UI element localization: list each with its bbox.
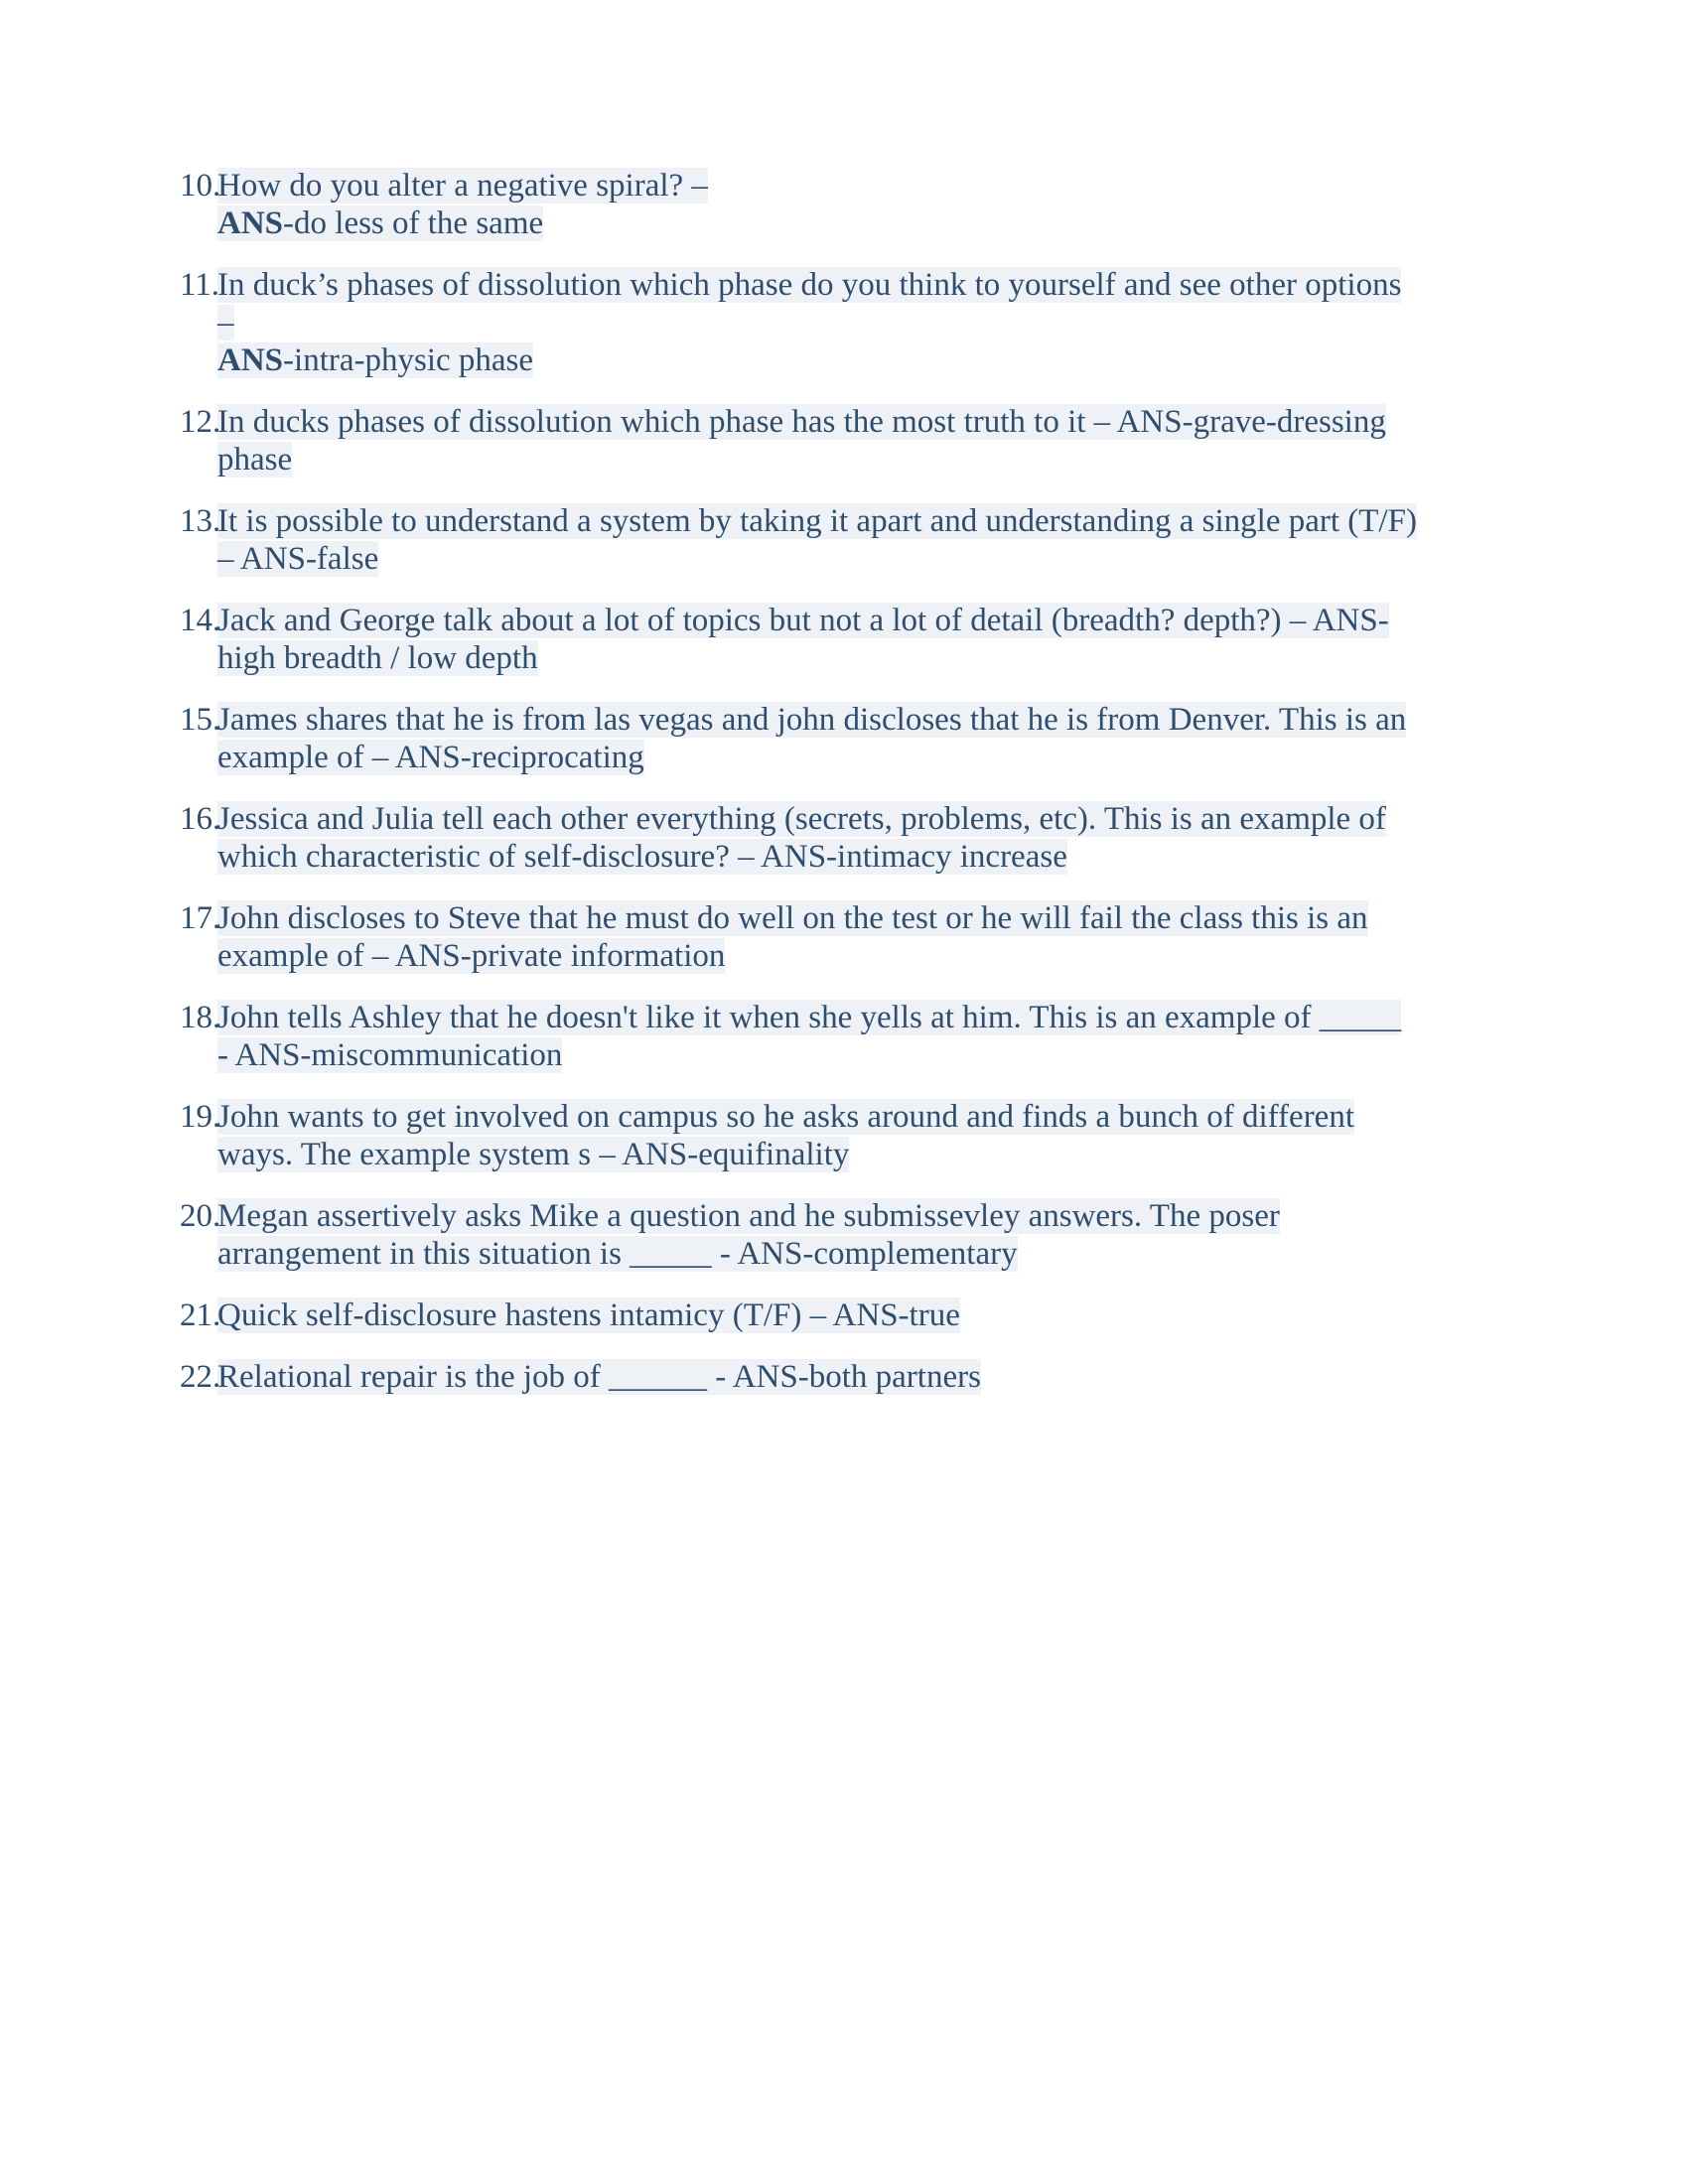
question-item [180, 1098, 1419, 1173]
question-text [217, 1198, 1280, 1272]
question-item [180, 266, 1419, 379]
question-segment: John tells Ashley that he doesn't like it when she yells at him. This is an example of _____ - ANS-miscommunication [217, 1000, 1402, 1073]
question-segment: How do you alter a negative spiral? – [217, 168, 708, 204]
question-segment: Relational repair is the job of ______ - ANS-both partners [217, 1359, 981, 1395]
question-segment: John wants to get involved on campus so he asks around and finds a bunch of different ways. The example system s – ANS-equifinality [217, 1099, 1354, 1172]
question-segment: -intra-physic phase [283, 342, 534, 378]
question-segment: -do less of the same [283, 205, 544, 241]
question-number: 20. [180, 1198, 221, 1234]
question-item [180, 899, 1419, 975]
question-segment: In ducks phases of dissolution which phase has the most truth to it – ANS-grave-dressing phase [217, 404, 1386, 478]
question-item [180, 1358, 1419, 1396]
question-segment: Jack and George talk about a lot of topics but not a lot of detail (breadth? depth?) – ANS-high breadth / low depth [217, 603, 1389, 676]
question-number: 12. [180, 404, 221, 440]
question-item [180, 602, 1419, 677]
question-text [217, 267, 1401, 378]
question-list [180, 167, 1419, 1420]
question-item [180, 999, 1419, 1074]
question-segment: It is possible to understand a system by taking it apart and understanding a single part (T/F) – ANS-false [217, 503, 1417, 577]
question-item [180, 502, 1419, 578]
question-item [180, 701, 1419, 776]
question-text [217, 1099, 1354, 1172]
question-text [217, 503, 1417, 577]
question-number: 19. [180, 1099, 221, 1135]
question-text [217, 900, 1368, 974]
question-item [180, 1197, 1419, 1273]
question-text [217, 603, 1389, 676]
question-text [217, 801, 1386, 875]
question-item [180, 403, 1419, 478]
question-item [180, 1297, 1419, 1334]
question-text [217, 1000, 1401, 1073]
answer-label: ANS [217, 205, 284, 241]
question-segment: James shares that he is from las vegas and john discloses that he is from Denver. This is an example of – ANS-reciprocating [217, 702, 1407, 775]
question-number: 11. [180, 267, 220, 303]
question-segment: Quick self-disclosure hastens intamicy (T/F) – ANS-true [217, 1297, 960, 1333]
question-text [217, 1359, 981, 1395]
question-number: 14. [180, 603, 221, 638]
question-item [180, 800, 1419, 876]
question-text [217, 702, 1406, 775]
question-text [217, 168, 708, 241]
question-segment: Jessica and Julia tell each other everything (secrets, problems, etc). This is an example of which characteristic of self-disclosure? – ANS-intimacy increase [217, 801, 1386, 875]
question-number: 17. [180, 900, 221, 936]
question-segment: Megan assertively asks Mike a question and he submissevley answers. The poser arrangement in this situation is _____ - ANS-complementary [217, 1198, 1280, 1272]
answer-label: ANS [217, 342, 284, 378]
question-number: 16. [180, 801, 221, 837]
question-number: 15. [180, 702, 221, 738]
question-segment: John discloses to Steve that he must do well on the test or he will fail the class this is an example of – ANS-private information [217, 900, 1368, 974]
question-number: 18. [180, 1000, 221, 1035]
question-number: 10. [180, 168, 221, 204]
question-item [180, 167, 1419, 242]
question-number: 13. [180, 503, 221, 539]
question-text [217, 404, 1386, 478]
question-number: 22. [180, 1359, 221, 1395]
question-segment: In duck’s phases of dissolution which phase do you think to yourself and see other options – [217, 267, 1402, 341]
question-number: 21. [180, 1297, 221, 1333]
question-text [217, 1297, 960, 1333]
